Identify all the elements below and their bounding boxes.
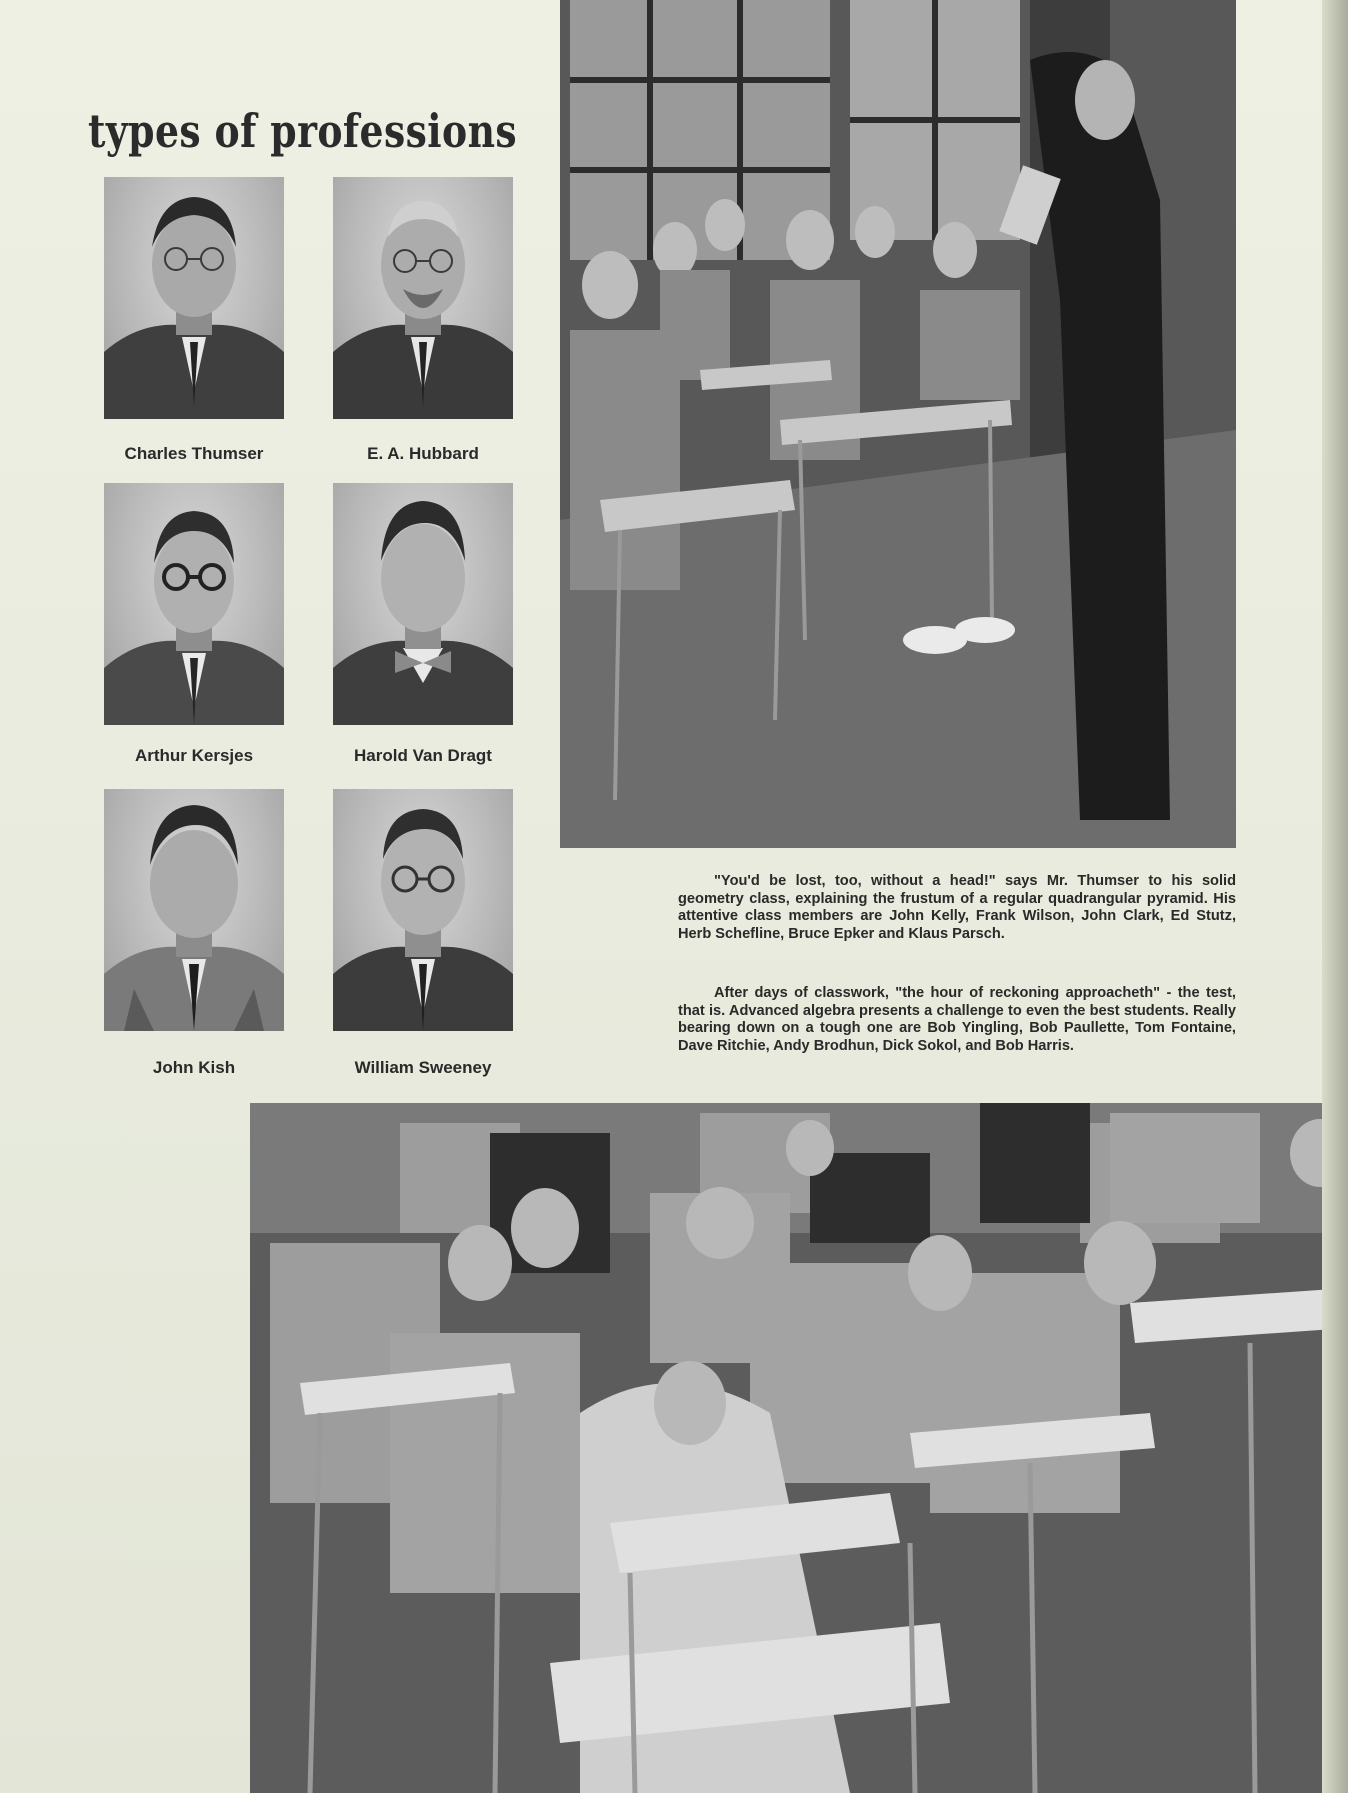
name-charles-thumser: Charles Thumser — [124, 444, 264, 463]
name-william-sweeney: William Sweeney — [354, 1058, 492, 1077]
portrait-e-a-hubbard — [333, 177, 513, 419]
page-edge — [1322, 0, 1348, 1793]
caption-algebra: After days of classwork, "the hour of reckoning approacheth" - the test, that is. Advanced algebra presents a challenge to even the best students. Really bearing down on a tough one are Bob Yingling, Bob Paullette, Tom Fontaine, Dave Ritchie, Andy Brodhun, Dick Sokol, and Bob Harris. — [678, 985, 1236, 1054]
page-title: types of professions — [88, 104, 518, 158]
portrait-john-kish — [104, 789, 284, 1031]
portrait-charles-thumser — [104, 177, 284, 419]
portrait-arthur-kersjes — [104, 483, 284, 725]
exam-photo — [250, 1103, 1348, 1793]
name-arthur-kersjes: Arthur Kersjes — [134, 746, 254, 765]
portrait-harold-van-dragt — [333, 483, 513, 725]
caption-geometry: "You'd be lost, too, without a head!" says Mr. Thumser to his solid geometry class, explaining the frustum of a regular quadrangular pyramid. His attentive class members are John Kelly, Frank Wilson, John Clark, Ed Stutz, Herb Schefline, Bruce Epker and Klaus Parsch. — [678, 873, 1236, 942]
name-e-a-hubbard: E. A. Hubbard — [367, 444, 479, 463]
name-harold-van-dragt: Harold Van Dragt — [354, 746, 492, 765]
name-john-kish: John Kish — [152, 1058, 236, 1077]
portrait-william-sweeney — [333, 789, 513, 1031]
classroom-lecture-photo — [560, 0, 1236, 848]
